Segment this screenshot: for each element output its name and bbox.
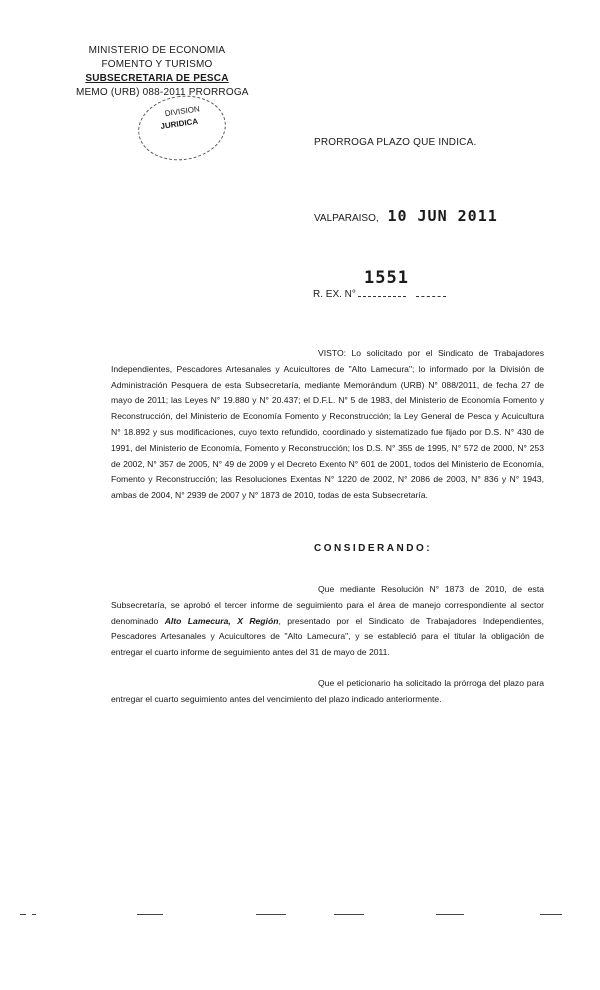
division-stamp	[134, 90, 230, 166]
place-name: Alto Lamecura, X Región	[164, 615, 279, 626]
footer-dash	[540, 914, 562, 915]
footer-dash	[334, 914, 364, 915]
memo-reference: MEMO (URB) 088-2011 PRORROGA	[76, 87, 249, 98]
blank-line	[358, 296, 406, 297]
stamp-line-2: JURIDICA	[159, 116, 199, 131]
considerando-heading: CONSIDERANDO:	[314, 543, 433, 554]
document-subject: PRORROGA PLAZO QUE INDICA.	[314, 137, 477, 148]
footer-dash	[32, 914, 36, 915]
stamp-line-1: DIVISION	[164, 104, 201, 119]
resolution-label-line	[313, 289, 446, 300]
place-label: VALPARAISO,	[314, 213, 379, 224]
footer-dash	[256, 914, 286, 915]
page-footer-marks	[0, 914, 600, 920]
ministry-name: MINISTERIO DE ECONOMIA	[88, 45, 226, 56]
blank-line	[416, 296, 446, 297]
visto-paragraph: VISTO: Lo solicitado por el Sindicato de Trabajadores Independientes, Pescadores Artesanales y Acuicultores de "Alto Lamecura"; lo informado por la División de Administración Pesquera de esta Subsecretaría, mediante Memorándum (URB) N° 088/2011, de fecha 27 de mayo de 2011; las Leyes N° 19.880 y N° 20.437; el D.F.L. N° 5 de 1983, del Ministerio de Economía Fomento y Reconstrucción, del Ministerio de Economía Fomento y Reconstrucción; la Ley General de Pesca y Acuicultura N° 18.892 y sus modificaciones, cuyo texto refundido, coordinado y sistematizado fue fijado por D.S. N° 430 de 1991, del Ministerio de Economía, Fomento y Reconstrucción; los D.S. N° 355 de 1995, N° 572 de 2000, N° 253 de 2002, N° 357 de 2005, N° 49 de 2009 y el Decreto Exento N° 601 de 2001, todos del Ministerio de Economía, Fomento y Reconstrucción; las Resoluciones Exentas N° 1220 de 2002, N° 2086 de 2003, N° 836 y N° 1943, ambas de 2004, N° 2939 de 2007 y N° 1873 de 2010, todas de esta Subsecretaría.	[111, 348, 544, 501]
letterhead	[62, 44, 252, 100]
footer-dash	[137, 914, 163, 915]
resolution-label: R. EX. N°	[313, 289, 356, 300]
place-and-date	[314, 207, 498, 225]
ministry-subtitle: FOMENTO Y TURISMO	[101, 59, 213, 70]
paragraph-text: Que mediante Resolución N° 1873 de 2010, de esta Subsecretaría, se aprobó el tercer informe de seguimiento para el área de manejo correspondiente al sector denominado	[111, 584, 544, 626]
undersecretariat-name: SUBSECRETARIA DE PESCA	[85, 73, 229, 84]
footer-dash	[436, 914, 464, 915]
date-stamp: 10 JUN 2011	[387, 207, 498, 225]
considerando-paragraph-1	[111, 582, 544, 661]
resolution-number: 1551	[364, 268, 409, 288]
paragraph-text: , presentado por el Sindicato de Trabajadores Independientes, Pescadores Artesanales y Acuicultores de "Alto Lamecura", y se estableció para el titular la obligación de entregar el cuarto informe de seguimiento antes del 31 de mayo de 2011.	[111, 615, 544, 658]
footer-dash	[20, 914, 26, 915]
considerando-paragraph-2: Que el peticionario ha solicitado la prórroga del plazo para entregar el cuarto seguimiento antes del vencimiento del plazo indicado anteriormente.	[111, 678, 544, 704]
